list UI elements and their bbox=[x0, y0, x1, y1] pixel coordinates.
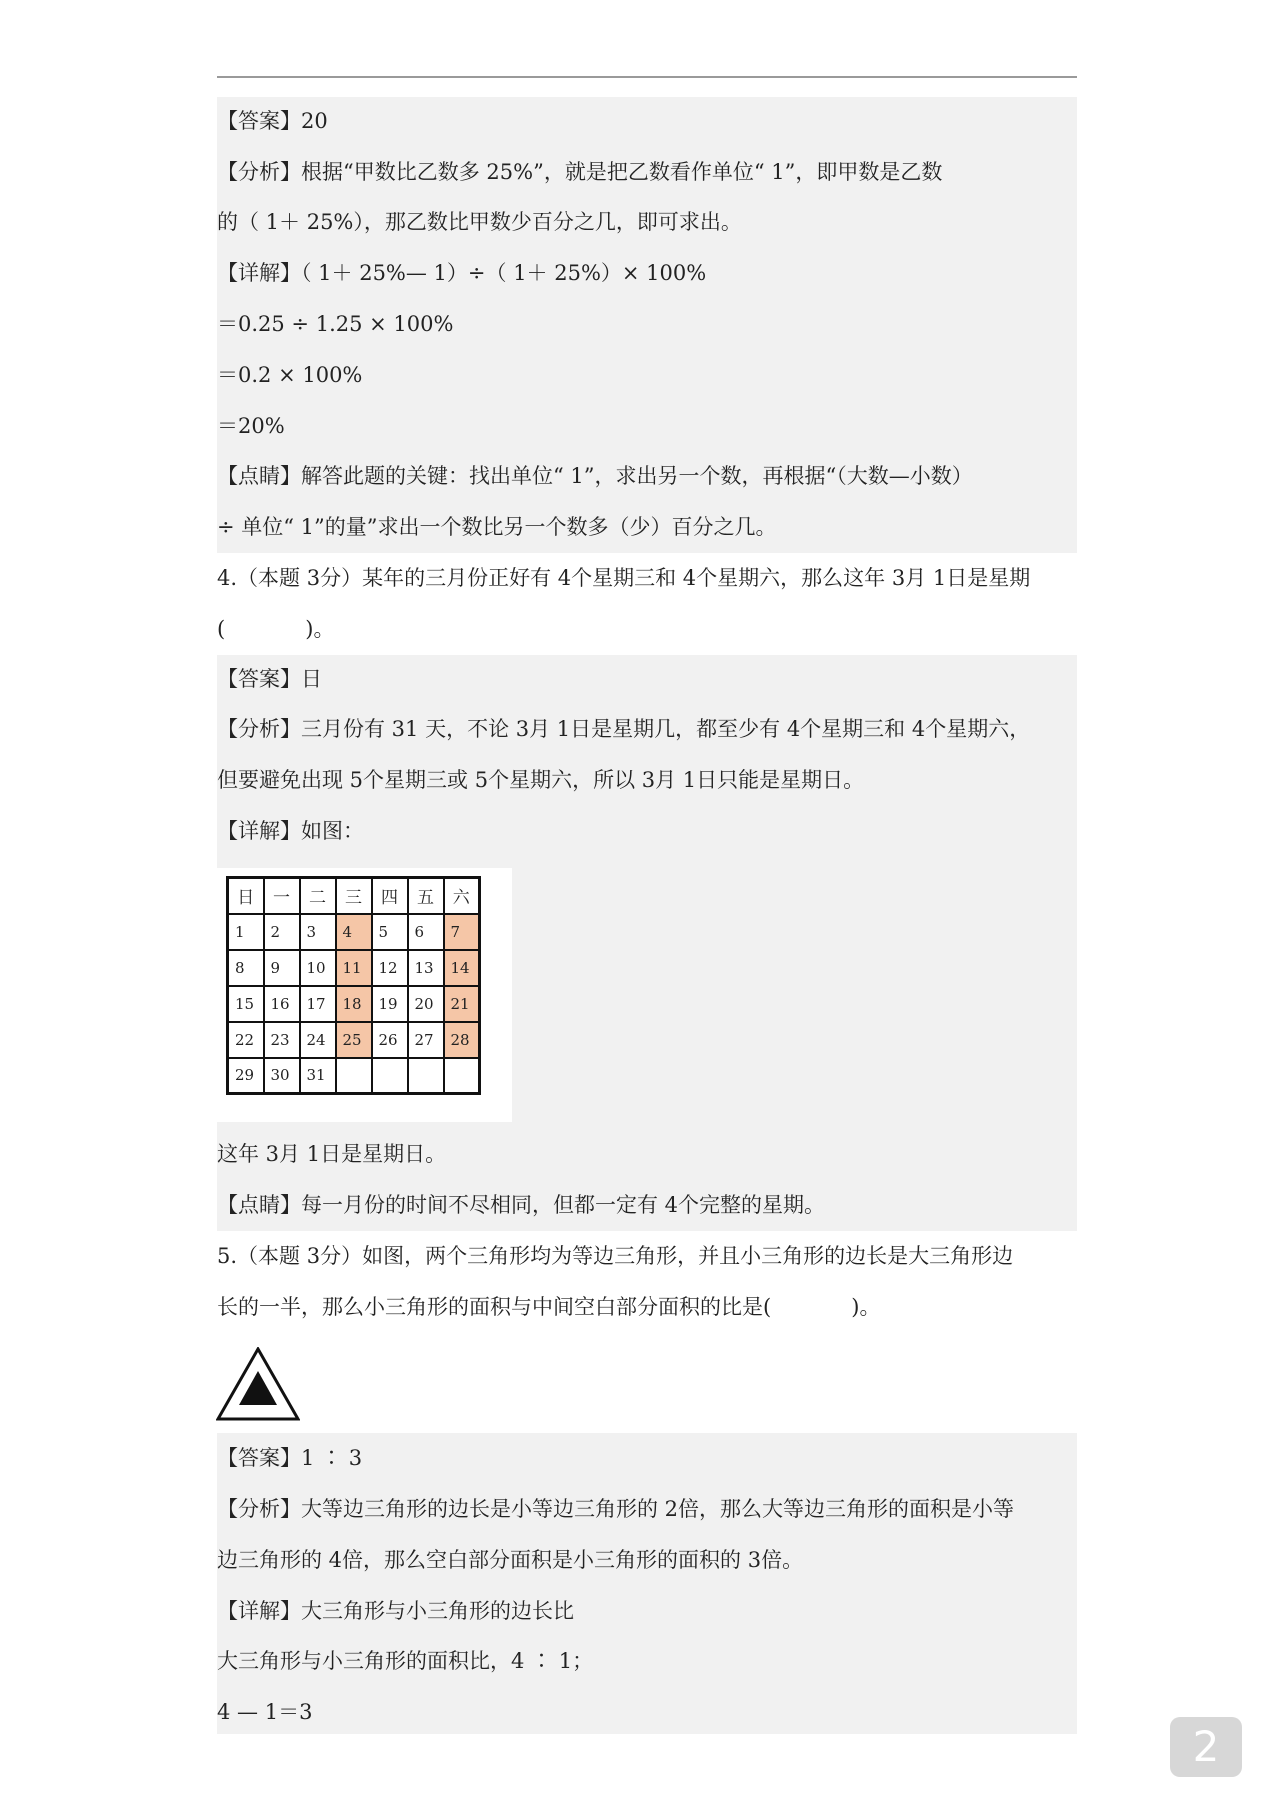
calendar-header-cell: 三 bbox=[336, 878, 372, 914]
calendar-day-cell: 6 bbox=[408, 914, 444, 950]
calendar-day-cell: 15 bbox=[228, 986, 264, 1022]
calendar-day-cell: 10 bbox=[300, 950, 336, 986]
calendar-header-row bbox=[228, 878, 480, 914]
calendar-day-cell: 8 bbox=[228, 950, 264, 986]
calendar-day-cell bbox=[336, 1058, 372, 1094]
q4-question-2: ( )。 bbox=[217, 617, 335, 641]
page-number-badge: 2 bbox=[1170, 1717, 1242, 1777]
calendar-day-cell bbox=[408, 1058, 444, 1094]
q5-solution-3: 4 — 1＝3 bbox=[217, 1700, 313, 1724]
calendar-day-cell-highlighted: 11 bbox=[336, 950, 372, 986]
calendar-figure bbox=[217, 868, 512, 1122]
calendar-day-cell: 16 bbox=[264, 986, 300, 1022]
q4-answer: 【答案】日 bbox=[217, 667, 322, 691]
calendar-day-cell: 17 bbox=[300, 986, 336, 1022]
calendar-day-cell: 26 bbox=[372, 1022, 408, 1058]
q3-solution-2: ＝0.25 ÷ 1.25 × 100% bbox=[217, 312, 454, 336]
calendar-header-cell: 一 bbox=[264, 878, 300, 914]
q3-tip-2: ÷ 单位“ 1”的量”求出一个数比另一个数多（少）百分之几。 bbox=[217, 515, 777, 539]
calendar-week-row bbox=[228, 1022, 480, 1058]
calendar-day-cell-highlighted: 21 bbox=[444, 986, 480, 1022]
q3-answer: 【答案】20 bbox=[217, 109, 328, 133]
calendar-header-cell: 四 bbox=[372, 878, 408, 914]
q5-question-1: 5.（本题 3分）如图，两个三角形均为等边三角形，并且小三角形的边长是大三角形边 bbox=[217, 1244, 1014, 1268]
calendar-day-cell bbox=[372, 1058, 408, 1094]
calendar-day-cell-highlighted: 25 bbox=[336, 1022, 372, 1058]
q3-solution-4: ＝20% bbox=[217, 414, 285, 438]
calendar-week-row bbox=[228, 1058, 480, 1094]
calendar-day-cell: 22 bbox=[228, 1022, 264, 1058]
calendar-day-cell: 12 bbox=[372, 950, 408, 986]
calendar-day-cell: 19 bbox=[372, 986, 408, 1022]
calendar-day-cell-highlighted: 14 bbox=[444, 950, 480, 986]
calendar-header-cell: 五 bbox=[408, 878, 444, 914]
triangles-figure bbox=[216, 1347, 300, 1421]
calendar-day-cell-highlighted: 28 bbox=[444, 1022, 480, 1058]
calendar-week-row bbox=[228, 986, 480, 1022]
calendar-week-row bbox=[228, 950, 480, 986]
q4-tip: 【点睛】每一月份的时间不尽相同，但都一定有 4个完整的星期。 bbox=[217, 1193, 826, 1217]
calendar-table bbox=[226, 876, 481, 1095]
calendar-day-cell-highlighted: 4 bbox=[336, 914, 372, 950]
q5-analysis-2: 边三角形的 4倍，那么空白部分面积是小三角形的面积的 3倍。 bbox=[217, 1548, 804, 1572]
calendar-day-cell: 29 bbox=[228, 1058, 264, 1094]
calendar-day-cell: 13 bbox=[408, 950, 444, 986]
calendar-day-cell: 31 bbox=[300, 1058, 336, 1094]
q5-answer: 【答案】1 ∶ 3 bbox=[217, 1446, 363, 1470]
calendar-day-cell-highlighted: 7 bbox=[444, 914, 480, 950]
calendar-day-cell: 1 bbox=[228, 914, 264, 950]
calendar-day-cell: 2 bbox=[264, 914, 300, 950]
calendar-day-cell: 20 bbox=[408, 986, 444, 1022]
q4-solution-1: 【详解】如图： bbox=[217, 819, 364, 843]
q4-solution-2: 这年 3月 1日是星期日。 bbox=[217, 1142, 447, 1166]
calendar-day-cell bbox=[444, 1058, 480, 1094]
q4-question-1: 4.（本题 3分）某年的三月份正好有 4个星期三和 4个星期六，那么这年 3月 1日是星期 bbox=[217, 566, 1031, 590]
q4-analysis-1: 【分析】三月份有 31 天，不论 3月 1日是星期几，都至少有 4个星期三和 4个星期六， bbox=[217, 717, 1031, 741]
q5-analysis-1: 【分析】大等边三角形的边长是小等边三角形的 2倍，那么大等边三角形的面积是小等 bbox=[217, 1497, 1015, 1521]
calendar-day-cell: 9 bbox=[264, 950, 300, 986]
q3-analysis-1: 【分析】根据“甲数比乙数多 25%”，就是把乙数看作单位“ 1”，即甲数是乙数 bbox=[217, 160, 943, 184]
calendar-week-row bbox=[228, 914, 480, 950]
top-rule bbox=[217, 76, 1077, 78]
q4-analysis-2: 但要避免出现 5个星期三或 5个星期六，所以 3月 1日只能是星期日。 bbox=[217, 768, 865, 792]
q5-solution-2: 大三角形与小三角形的面积比，4 ∶ 1； bbox=[217, 1649, 594, 1673]
calendar-header-cell: 日 bbox=[228, 878, 264, 914]
q5-solution-1: 【详解】大三角形与小三角形的边长比 bbox=[217, 1599, 574, 1623]
calendar-day-cell: 23 bbox=[264, 1022, 300, 1058]
calendar-day-cell-highlighted: 18 bbox=[336, 986, 372, 1022]
calendar-day-cell: 24 bbox=[300, 1022, 336, 1058]
calendar-header-cell: 二 bbox=[300, 878, 336, 914]
calendar-day-cell: 5 bbox=[372, 914, 408, 950]
calendar-day-cell: 27 bbox=[408, 1022, 444, 1058]
calendar-header-cell: 六 bbox=[444, 878, 480, 914]
q5-question-2: 长的一半，那么小三角形的面积与中间空白部分面积的比是( )。 bbox=[217, 1295, 881, 1319]
q3-solution-3: ＝0.2 × 100% bbox=[217, 363, 363, 387]
q3-solution-1: 【详解】（ 1＋ 25%— 1）÷（ 1＋ 25%）× 100% bbox=[217, 261, 707, 285]
calendar-day-cell: 30 bbox=[264, 1058, 300, 1094]
calendar-day-cell: 3 bbox=[300, 914, 336, 950]
answer-block-q5 bbox=[217, 1433, 1077, 1734]
q3-tip-1: 【点睛】解答此题的关键：找出单位“ 1”，求出另一个数，再根据“（大数—小数） bbox=[217, 464, 973, 488]
q3-analysis-2: 的（ 1＋ 25%），那乙数比甲数少百分之几，即可求出。 bbox=[217, 210, 742, 234]
